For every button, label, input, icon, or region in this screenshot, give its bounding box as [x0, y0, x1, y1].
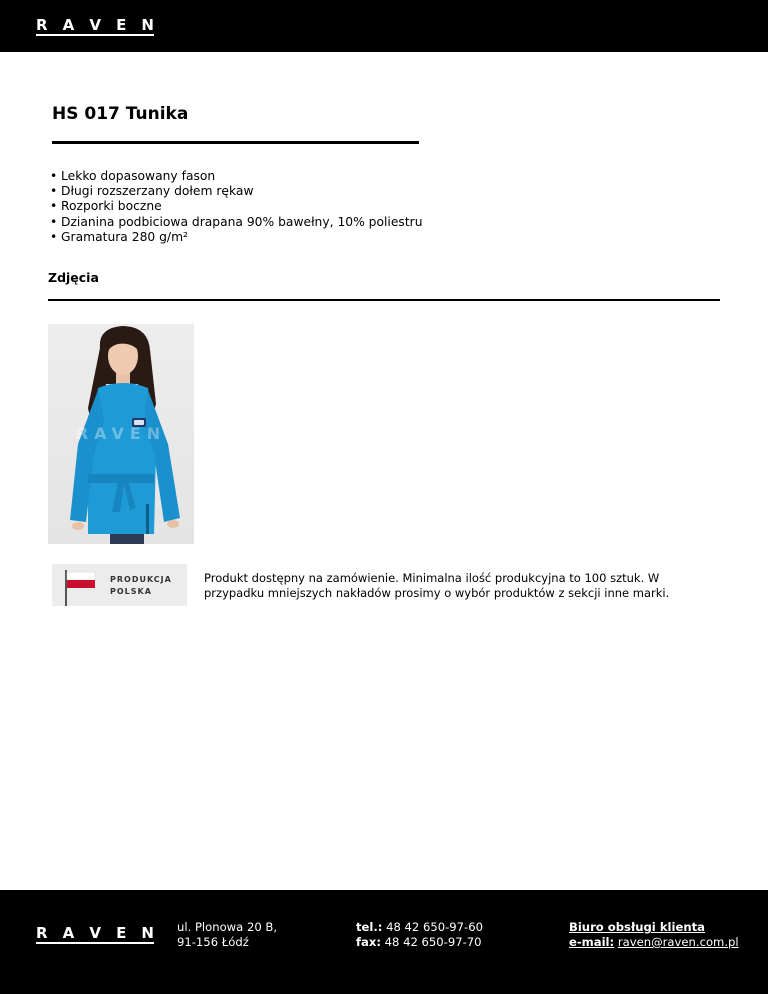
logo-letter: R	[36, 16, 48, 34]
logo-letter: A	[62, 16, 75, 34]
made-in-poland-badge	[52, 564, 187, 606]
office-title: Biuro obsługi klienta	[569, 920, 705, 934]
logo-letter: N	[141, 924, 154, 942]
section-divider	[48, 299, 720, 301]
logo-letter: N	[141, 16, 154, 34]
feature-item: • Rozporki boczne	[50, 199, 423, 214]
logo-letter: E	[116, 16, 127, 34]
footer-phone	[356, 920, 483, 950]
feature-item: • Lekko dopasowany fason	[50, 169, 423, 184]
address-line-2: 91-156 Łódź	[177, 935, 249, 949]
badge-line-2: POLSKA	[110, 587, 152, 596]
fax-label: fax:	[356, 935, 381, 949]
product-title: HS 017 Tunika	[52, 104, 189, 124]
photo-watermark: RAVEN	[75, 424, 167, 443]
footer-address	[177, 920, 277, 950]
address-line-1: ul. Plonowa 20 B,	[177, 920, 278, 934]
availability-notice: Produkt dostępny na zamówienie. Minimalna ilość produkcyjna to 100 sztuk. W przypadku mniejszych nakładów prosimy o wybór produktów z sekcji inne marki.	[204, 571, 670, 600]
fax-value: 48 42 650-97-70	[384, 935, 482, 949]
header-bar	[0, 0, 768, 52]
logo-letter: E	[116, 924, 127, 942]
logo-letter: V	[89, 16, 101, 34]
logo-letter: R	[36, 924, 48, 942]
photos-section-title: Zdjęcia	[48, 270, 99, 285]
email-link[interactable]: raven@raven.com.pl	[617, 935, 739, 949]
tel-value[interactable]: 48 42 650-97-60	[386, 920, 483, 934]
feature-item: • Długi rozszerzany dołem rękaw	[50, 184, 423, 199]
feature-item: • Dzianina podbiciowa drapana 90% bawełny, 10% poliestru	[50, 215, 423, 230]
title-divider	[52, 141, 419, 144]
footer-office	[569, 920, 739, 950]
badge-line-1: PRODUKCJA	[110, 575, 172, 584]
footer-raven-logo[interactable]	[36, 924, 154, 944]
footer-bar	[0, 890, 768, 994]
email-label: e-mail:	[569, 935, 615, 949]
feature-list	[50, 169, 423, 245]
product-photo[interactable]	[48, 324, 194, 544]
poland-flag-icon	[60, 566, 100, 608]
feature-item: • Gramatura 280 g/m²	[50, 230, 423, 245]
tel-label: tel.:	[356, 920, 383, 934]
logo-letter: A	[62, 924, 75, 942]
logo-letter: V	[89, 924, 101, 942]
model-illustration	[48, 324, 194, 544]
raven-logo[interactable]	[36, 16, 154, 36]
